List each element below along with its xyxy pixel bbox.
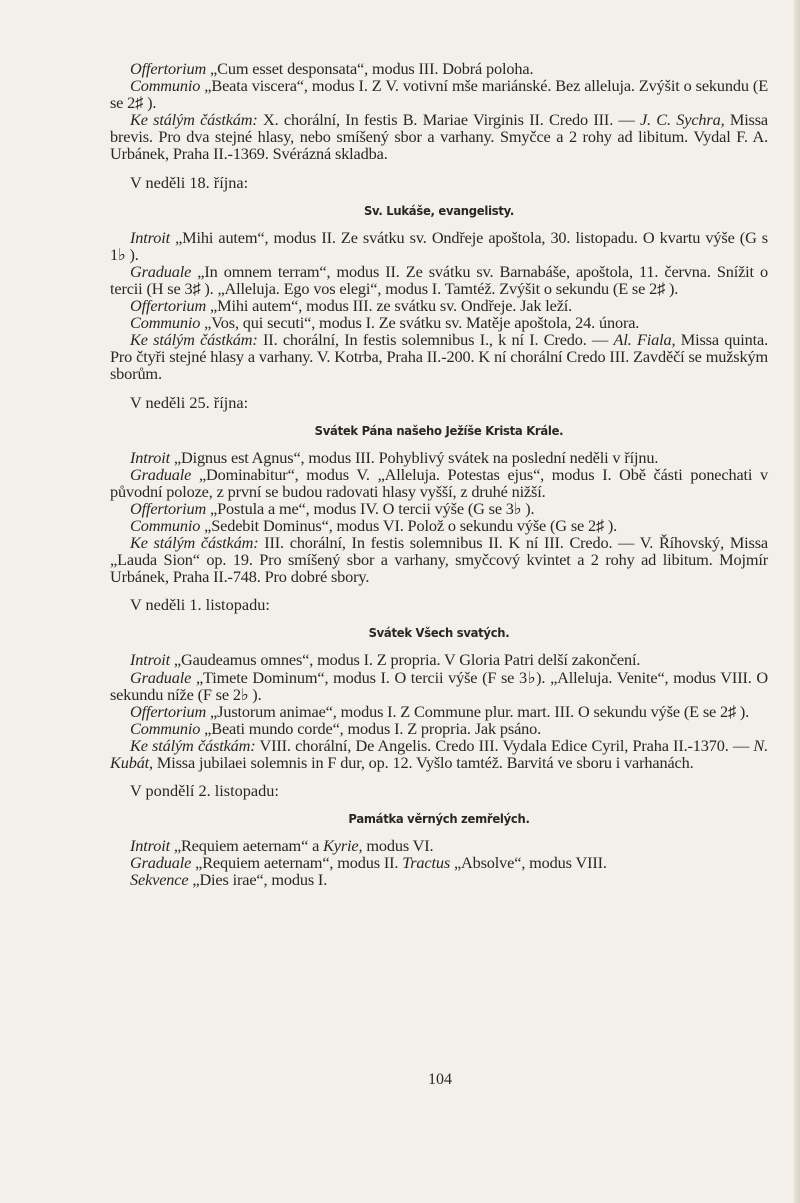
italic-term: N. Kubát, [110, 735, 768, 772]
paragraph-text: „Mihi autem“, modus III. ze svátku sv. Ondřeje. Jak leží. [206, 296, 573, 316]
document-body [110, 60, 768, 888]
paragraph [110, 331, 768, 382]
page-number: 104 [428, 1071, 452, 1088]
italic-term: Communio [130, 313, 201, 333]
paragraph [110, 111, 768, 162]
italic-term: Graduale [130, 853, 192, 873]
paragraph-text: „Sedebit Dominus“, modus VI. Polož o sekundu výše (G se 2♯ ). [200, 515, 618, 535]
page-edge [794, 0, 800, 1203]
paragraph-text: „Timete Dominum“, modus I. O tercii výše (F se 3♭). „Alleluja. Venite“, modus VIII. O sekundu níže (F se 2♭ ). [110, 667, 768, 704]
paragraph [110, 297, 768, 314]
italic-term: J. C. Sychra, [639, 110, 725, 130]
paragraph [110, 500, 768, 517]
feast-heading: Památka věrných zemřelých. [348, 811, 530, 827]
italic-term: Ke stálým částkám: [130, 735, 256, 755]
paragraph-text: „Postula a me“, modus IV. O tercii výše (G se 3♭ ). [206, 498, 535, 518]
italic-term: Graduale [130, 464, 192, 484]
paragraph [110, 720, 768, 737]
feast-heading: Sv. Lukáše, evangelisty. [363, 202, 515, 218]
italic-term: Graduale [130, 667, 192, 687]
italic-term: Tractus [402, 853, 451, 873]
paragraph-text: „Beata viscera“, modus I. Z V. votivní mše mariánské. Bez alleluja. Zvýšit o sekundu (E se 2♯ ). [110, 76, 768, 113]
paragraph [110, 737, 768, 771]
paragraph [110, 534, 768, 585]
italic-term: Offertorium [130, 296, 207, 316]
paragraph-text: III. chorální, In festis solemnibus II. K ní III. Credo. — V. Říhovský, Missa „Lauda Sion“ op. 19. Pro smíšený sbor a varhany, smyčcový kvintet a 2 rohy ad libitum. Mojmír Urbánek, Praha II.-748. Pro dobré sbory. [110, 533, 768, 587]
paragraph-text: „Dominabitur“, modus V. „Alleluja. Potestas ejus“, modus I. Obě části ponechati v původní poloze, z první se budou radovati hlasy vyšší, z druhé nižší. [110, 464, 768, 501]
italic-term: Offertorium [130, 498, 207, 518]
paragraph [110, 466, 768, 500]
feast-heading: Svátek Všech svatých. [368, 625, 510, 641]
paragraph-text: „Requiem aeternam“ a [169, 836, 324, 856]
italic-term: Offertorium [130, 59, 207, 78]
paragraph [110, 651, 768, 668]
italic-term: Introit [130, 227, 170, 247]
date-line: V pondělí 2. listopadu: [130, 781, 279, 801]
italic-term: Introit [130, 836, 170, 856]
paragraph-text: Missa jubilaei solemnis in F dur, op. 12. Vyšlo tamtéž. Barvitá ve sboru i varhanách. [152, 753, 694, 772]
paragraph [110, 854, 768, 871]
paragraph-text: „Mihi autem“, modus II. Ze svátku sv. Ondřeje apoštola, 30. listopadu. O kvartu výše (G s 1♭ ). [110, 227, 768, 264]
feast-heading: Svátek Pána našeho Ježíše Krista Krále. [314, 422, 564, 438]
date-line: V neděli 18. října: [130, 172, 249, 192]
paragraph-text: Missa quinta. Pro čtyři stejné hlasy a varhany. V. Kotrba, Praha II.-200. K ní chorální Credo III. Zavděčí se mužským sborům. [110, 330, 768, 384]
date-line: V neděli 1. listopadu: [130, 595, 270, 615]
paragraph-text: „Dignus est Agnus“, modus III. Pohyblivý svátek na poslední neděli v říjnu. [169, 447, 659, 467]
italic-term: Ke stálým částkám: [130, 330, 258, 350]
italic-term: Offertorium [130, 701, 207, 721]
paragraph-text: „Justorum animae“, modus I. Z Commune plur. mart. III. O sekundu výše (E se 2♯ ). [206, 701, 750, 721]
italic-term: Communio [130, 718, 201, 738]
paragraph [110, 871, 768, 888]
paragraph-text: „Absolve“, modus VIII. [450, 853, 607, 873]
italic-term: Communio [130, 515, 201, 535]
paragraph-text: „Requiem aeternam“, modus II. [191, 853, 403, 873]
paragraph [110, 703, 768, 720]
paragraph [110, 314, 768, 331]
italic-term: Communio [130, 76, 201, 96]
paragraph-text: X. chorální, In festis B. Mariae Virginis II. Credo III. — [257, 110, 640, 130]
italic-term: Introit [130, 650, 170, 670]
italic-term: Sekvence [130, 870, 189, 890]
italic-term: Kyrie, [323, 836, 363, 856]
paragraph-text: modus VI. [362, 836, 434, 856]
italic-term: Graduale [130, 261, 192, 281]
paragraph-text: „In omnem terram“, modus II. Ze svátku sv. Barnabáše, apoštola, 11. června. Snížit o tercii (H se 3♯ ). „Alleluja. Ego vos elegi“, modus I. Tamtéž. Zvýšit o sekundu (E se 2♯ ). [110, 261, 768, 298]
italic-term: Al. Fiala, [613, 330, 676, 350]
paragraph [110, 263, 768, 297]
italic-term: Ke stálým částkám: [130, 110, 258, 130]
paragraph-text: II. chorální, In festis solemnibus I., k ní I. Credo. — [257, 330, 614, 350]
paragraph [110, 837, 768, 854]
paragraph [110, 449, 768, 466]
paragraph [110, 517, 768, 534]
paragraph-text: „Gaudeamus omnes“, modus I. Z propria. V Gloria Patri delší zakončení. [169, 650, 641, 670]
date-line: V neděli 25. října: [130, 392, 249, 412]
paragraph-text: VIII. chorální, De Angelis. Credo III. Vydala Edice Cyril, Praha II.-1370. — [255, 735, 754, 755]
paragraph [110, 669, 768, 703]
paragraph-text: „Dies irae“, modus I. [188, 870, 328, 890]
paragraph-text: „Beati mundo corde“, modus I. Z propria. Jak psáno. [200, 718, 542, 738]
paragraph-text: „Vos, qui secuti“, modus I. Ze svátku sv. Matěje apoštola, 24. února. [200, 313, 640, 333]
paragraph [110, 229, 768, 263]
italic-term: Introit [130, 447, 170, 467]
paragraph [110, 77, 768, 111]
italic-term: Ke stálým částkám: [130, 533, 259, 553]
paragraph [110, 60, 768, 77]
paragraph-text: Missa brevis. Pro dva stejné hlasy, nebo smíšený sbor a varhany. Smyčce a 2 rohy ad libitum. Vydal F. A. Urbánek, Praha II.-1369. Svérázná skladba. [110, 110, 769, 164]
paragraph-text: „Cum esset desponsata“, modus III. Dobrá poloha. [206, 59, 534, 78]
